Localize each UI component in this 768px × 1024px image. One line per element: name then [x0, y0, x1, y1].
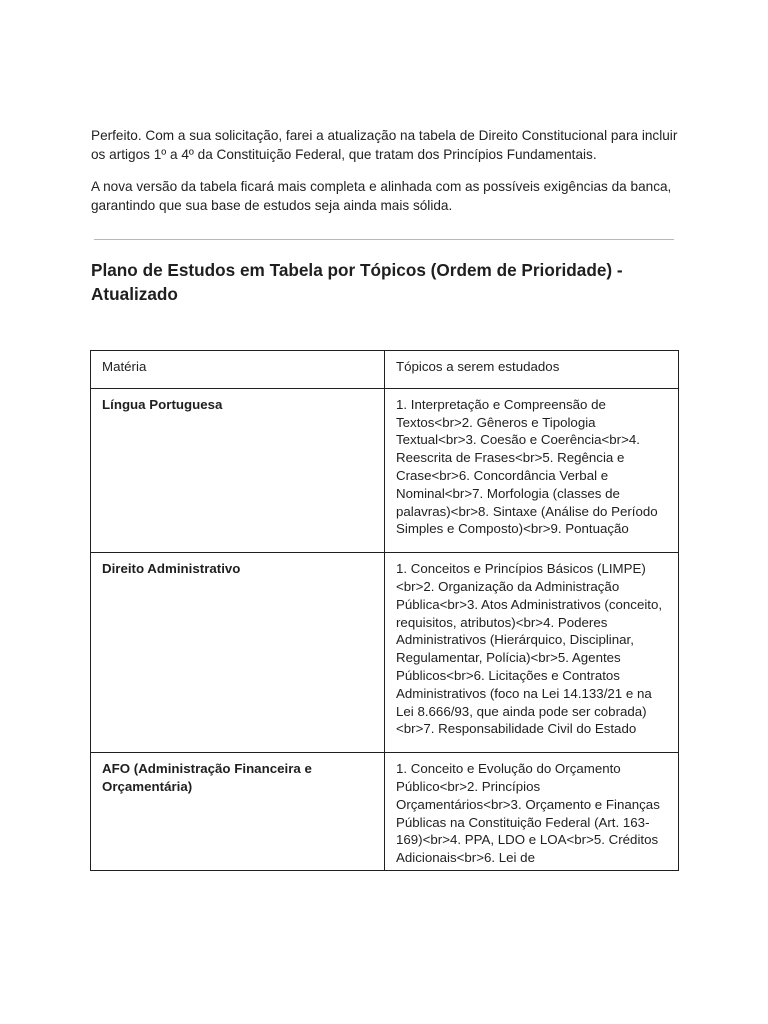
intro-paragraph: Perfeito. Com a sua solicitação, farei a atualização na tabela de Direito Constitucional para incluir os artigos 1º a 4º da Constituição Federal, que tratam dos Princípios Fundamentais. — [91, 128, 678, 162]
subject-cell: AFO (Administração Financeira e Orçamentária) — [91, 753, 385, 871]
column-header-subject: Matéria — [91, 351, 385, 389]
subject-cell: Direito Administrativo — [91, 553, 385, 753]
topics-cell: 1. Conceito e Evolução do Orçamento Público<br>2. Princípios Orçamentários<br>3. Orçamento e Finanças Públicas na Constituição Federal (Art. 163-169)<br>4. PPA, LDO e LOA<br>5. Créditos Adicionais<br>6. Lei de — [385, 753, 679, 871]
column-header-topics: Tópicos a serem estudados — [385, 351, 679, 389]
horizontal-divider — [94, 239, 674, 240]
table-row — [91, 753, 679, 871]
table-header-row — [91, 351, 679, 389]
table-row — [91, 553, 679, 753]
topics-cell: 1. Conceitos e Princípios Básicos (LIMPE)<br>2. Organização da Administração Pública<br>3. Atos Administrativos (conceito, requisitos, atributos)<br>4. Poderes Administrativos (Hierárquico, Disciplinar, Regulamentar, Polícia)<br>5. Agentes Públicos<br>6. Licitações e Contratos Administrativos (foco na Lei 14.133/21 e na Lei 8.666/93, que ainda pode ser cobrada)<br>7. Responsabilidade Civil do Estado — [385, 553, 679, 753]
table-row — [91, 388, 679, 552]
intro-paragraph: A nova versão da tabela ficará mais completa e alinhada com as possíveis exigências da banca, garantindo que sua base de estudos seja ainda mais sólida. — [91, 179, 672, 213]
subject-cell: Língua Portuguesa — [91, 388, 385, 552]
section-heading: Plano de Estudos em Tabela por Tópicos (Ordem de Prioridade) - Atualizado — [91, 260, 623, 304]
study-plan-table — [90, 350, 679, 871]
intro-text — [91, 126, 681, 228]
topics-cell: 1. Interpretação e Compreensão de Textos<br>2. Gêneros e Tipologia Textual<br>3. Coesão e Coerência<br>4. Reescrita de Frases<br>5. Regência e Crase<br>6. Concordância Verbal e Nominal<br>7. Morfologia (classes de palavras)<br>8. Sintaxe (Análise do Período Simples e Composto)<br>9. Pontuação — [385, 388, 679, 552]
